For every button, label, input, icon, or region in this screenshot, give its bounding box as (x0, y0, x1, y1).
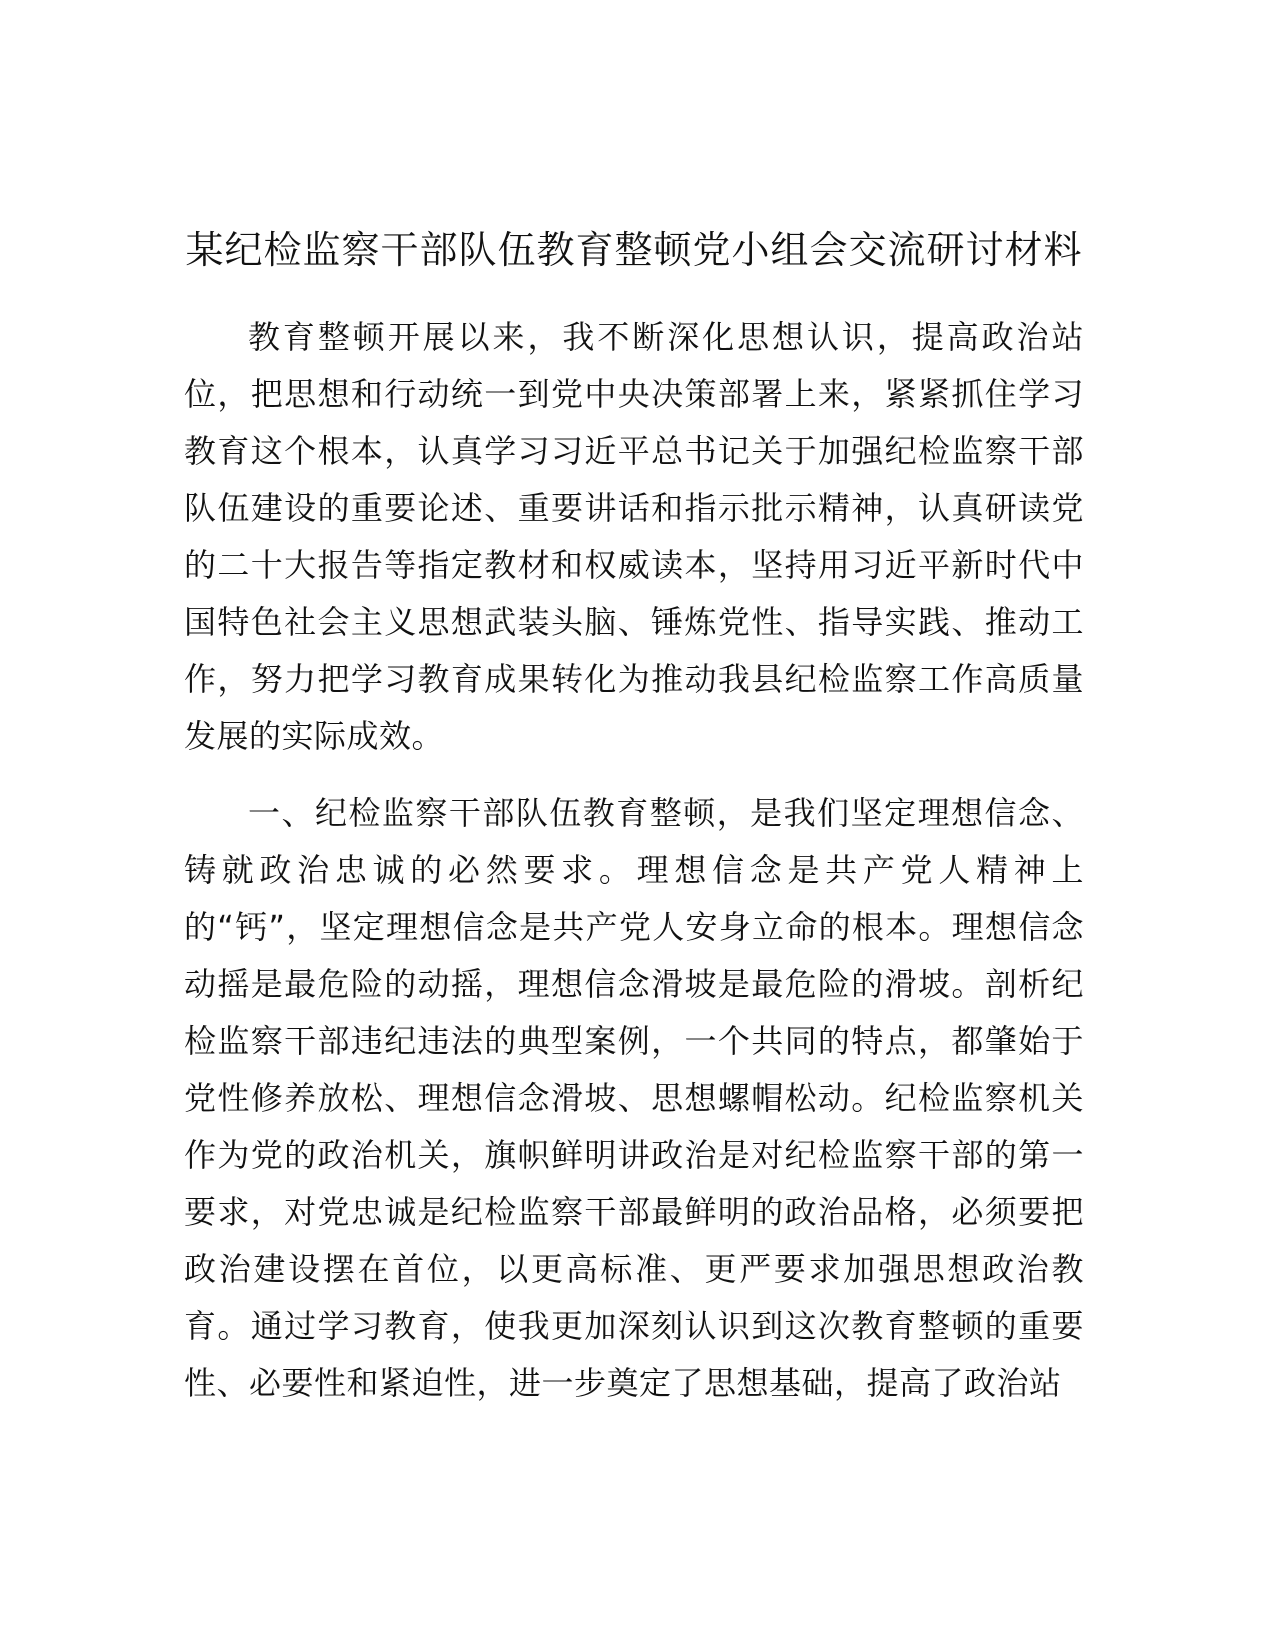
paragraph-intro: 教育整顿开展以来，我不断深化思想认识，提高政治站位，把思想和行动统一到党中央决策部署上来，紧紧抓住学习教育这个根本，认真学习习近平总书记关于加强纪检监察干部队伍建设的重要论述、重要讲话和指示批示精神，认真研读党的二十大报告等指定教材和权威读本，坚持用习近平新时代中国特色社会主义思想武装头脑、锤炼党性、指导实践、推动工作，努力把学习教育成果转化为推动我县纪检监察工作高质量发展的实际成效。 (184, 318, 1084, 755)
document-body (184, 222, 1084, 1432)
document-title: 某纪检监察干部队伍教育整顿党小组会交流研讨材料 (185, 228, 1083, 272)
paragraph-section-one: 一、纪检监察干部队伍教育整顿，是我们坚定理想信念、铸就政治忠诚的必然要求。理想信念是共产党人精神上的“钙”，坚定理想信念是共产党人安身立命的根本。理想信念动摇是最危险的动摇，理想信念滑坡是最危险的滑坡。剖析纪检监察干部违纪违法的典型案例，一个共同的特点，都肇始于党性修养放松、理想信念滑坡、思想螺帽松动。纪检监察机关作为党的政治机关，旗帜鲜明讲政治是对纪检监察干部的第一要求，对党忠诚是纪检监察干部最鲜明的政治品格，必须要把政治建设摆在首位，以更高标准、更严要求加强思想政治教育。通过学习教育，使我更加深刻认识到这次教育整顿的重要性、必要性和紧迫性，进一步奠定了思想基础，提高了政治站 (184, 794, 1084, 1402)
